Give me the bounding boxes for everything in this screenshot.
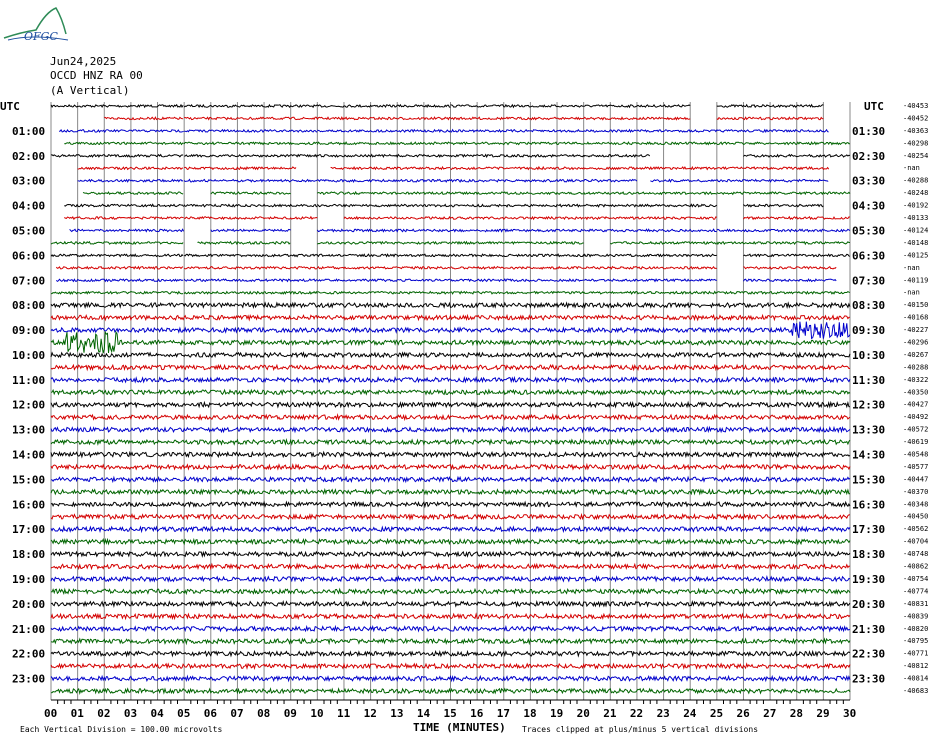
trace-offset-36: -40748 — [903, 550, 929, 559]
trace-12 — [184, 254, 317, 256]
trace-offset-30: -40447 — [903, 475, 929, 484]
trace-5 — [717, 167, 829, 169]
left-hour-07:00: 07:00 — [12, 274, 46, 288]
station-label: OCCD HNZ RA 00 — [50, 69, 143, 82]
trace-9 — [584, 217, 717, 219]
left-hour-23:00: 23:00 — [12, 672, 46, 686]
trace-offset-32: -40348 — [903, 500, 929, 509]
trace-7 — [584, 192, 717, 194]
trace-offset-1: -40452 — [903, 114, 929, 123]
trace-11 — [198, 242, 291, 244]
trace-offset-19: -40296 — [903, 338, 929, 347]
x-tick-20: 20 — [576, 707, 590, 720]
trace-4 — [317, 155, 450, 157]
trace-offset-9: -40133 — [903, 214, 929, 223]
trace-10 — [717, 229, 850, 231]
trace-9 — [451, 217, 584, 219]
right-hour-20:30: 20:30 — [852, 597, 886, 611]
trace-4 — [584, 155, 650, 157]
x-tick-18: 18 — [523, 707, 537, 720]
left-hour-22:00: 22:00 — [12, 647, 46, 661]
trace-0 — [451, 105, 584, 107]
trace-0 — [184, 105, 317, 107]
trace-14 — [584, 279, 717, 281]
trace-10 — [451, 229, 584, 231]
left-hour-19:00: 19:00 — [12, 572, 46, 586]
trace-8 — [317, 204, 450, 206]
right-hour-10:30: 10:30 — [852, 348, 886, 362]
x-tick-01: 01 — [70, 707, 84, 720]
x-tick-26: 26 — [736, 707, 750, 720]
trace-offset-12: -40125 — [903, 251, 929, 260]
x-tick-10: 10 — [310, 707, 324, 720]
right-hour-12:30: 12:30 — [852, 398, 886, 412]
right-hour-03:30: 03:30 — [852, 174, 886, 188]
trace-13 — [56, 267, 183, 269]
left-hour-13:00: 13:00 — [12, 423, 46, 437]
trace-offset-22: -40322 — [903, 375, 929, 384]
right-hour-19:30: 19:30 — [852, 572, 886, 586]
trace-offset-2: -40363 — [903, 126, 929, 135]
trace-7 — [211, 192, 291, 194]
trace-3 — [717, 142, 850, 144]
trace-offset-13: -nan — [903, 263, 920, 272]
trace-15 — [184, 292, 317, 294]
right-hour-09:30: 09:30 — [852, 324, 886, 338]
right-hour-02:30: 02:30 — [852, 149, 886, 163]
trace-6 — [650, 180, 828, 182]
trace-7 — [83, 192, 183, 194]
trace-3 — [184, 142, 317, 144]
trace-5 — [184, 167, 296, 169]
trace-offset-5: -nan — [903, 164, 920, 173]
trace-10 — [317, 229, 450, 231]
left-hour-11:00: 11:00 — [12, 373, 46, 387]
trace-offset-18: -40227 — [903, 326, 929, 335]
trace-offset-10: -40124 — [903, 226, 929, 235]
x-tick-07: 07 — [230, 707, 244, 720]
left-utc-label: UTC — [0, 100, 20, 113]
trace-14 — [184, 279, 317, 281]
trace-12 — [584, 254, 717, 256]
right-hour-13:30: 13:30 — [852, 423, 886, 437]
trace-offset-41: -40839 — [903, 612, 929, 621]
trace-15 — [317, 292, 450, 294]
x-tick-30: 30 — [843, 707, 857, 720]
trace-10 — [584, 229, 717, 231]
trace-2 — [584, 130, 717, 132]
trace-offset-17: -40168 — [903, 313, 929, 322]
trace-0 — [317, 105, 450, 107]
trace-offset-39: -40774 — [903, 587, 929, 596]
trace-offset-6: -40288 — [903, 176, 929, 185]
trace-offset-labels — [903, 102, 928, 695]
right-hour-08:30: 08:30 — [852, 299, 886, 313]
trace-13 — [744, 267, 837, 269]
trace-offset-28: -40548 — [903, 450, 929, 459]
trace-14 — [451, 279, 584, 281]
x-tick-08: 08 — [257, 707, 271, 720]
x-tick-00: 00 — [44, 707, 58, 720]
trace-9 — [184, 217, 317, 219]
x-tick-12: 12 — [363, 707, 377, 720]
trace-2 — [451, 130, 584, 132]
trace-5 — [331, 167, 450, 169]
right-hour-15:30: 15:30 — [852, 473, 886, 487]
trace-6 — [451, 180, 584, 182]
trace-offset-24: -40427 — [903, 400, 929, 409]
x-tick-21: 21 — [603, 707, 617, 720]
trace-9 — [64, 217, 183, 219]
trace-3 — [451, 142, 584, 144]
trace-7 — [451, 192, 584, 194]
date-label: Jun24,2025 — [50, 55, 117, 68]
x-tick-03: 03 — [123, 707, 138, 720]
trace-15 — [717, 292, 850, 294]
right-hour-labels — [852, 125, 885, 686]
trace-offset-37: -40862 — [903, 562, 929, 571]
trace-5 — [78, 167, 184, 169]
x-tick-labels — [44, 707, 856, 720]
trace-7 — [717, 192, 850, 194]
trace-15 — [584, 292, 717, 294]
trace-offset-27: -40619 — [903, 438, 929, 447]
x-tick-06: 06 — [203, 707, 218, 720]
x-tick-25: 25 — [709, 707, 724, 720]
x-tick-19: 19 — [550, 707, 564, 720]
trace-offset-26: -40572 — [903, 425, 929, 434]
right-hour-16:30: 16:30 — [852, 498, 886, 512]
trace-offset-43: -40795 — [903, 637, 929, 646]
left-hour-08:00: 08:00 — [12, 299, 46, 313]
x-axis-title: TIME (MINUTES) — [413, 721, 506, 734]
trace-4 — [184, 155, 317, 157]
trace-offset-29: -40577 — [903, 462, 929, 471]
trace-13 — [184, 267, 317, 269]
trace-offset-35: -40704 — [903, 537, 929, 546]
trace-offset-14: -40119 — [903, 276, 929, 285]
right-hour-17:30: 17:30 — [852, 523, 886, 537]
right-hour-04:30: 04:30 — [852, 199, 886, 213]
x-tick-24: 24 — [683, 707, 697, 720]
trace-offset-0: -40453 — [903, 102, 929, 110]
vertical-division-note: Each Vertical Division = 100.00 microvolts — [20, 725, 223, 734]
trace-4 — [51, 155, 183, 157]
left-hour-10:00: 10:00 — [12, 348, 46, 362]
trace-offset-34: -40562 — [903, 525, 929, 534]
trace-6 — [184, 180, 317, 182]
trace-0 — [51, 105, 183, 107]
left-hour-16:00: 16:00 — [12, 498, 46, 512]
x-tick-13: 13 — [390, 707, 404, 720]
trace-11 — [717, 242, 850, 244]
trace-offset-46: -40814 — [903, 674, 929, 683]
trace-offset-11: -40148 — [903, 238, 929, 247]
left-hour-18:00: 18:00 — [12, 548, 46, 562]
right-hour-06:30: 06:30 — [852, 249, 886, 263]
trace-12 — [51, 254, 183, 256]
left-hour-02:00: 02:00 — [12, 149, 46, 163]
x-tick-04: 04 — [150, 707, 164, 720]
left-hour-17:00: 17:00 — [12, 523, 46, 537]
trace-2 — [184, 130, 317, 132]
clip-note: Traces clipped at plus/minus 5 vertical divisions — [522, 725, 759, 734]
trace-10 — [211, 229, 291, 231]
trace-5 — [451, 167, 584, 169]
trace-1 — [184, 117, 317, 119]
left-hour-labels — [12, 125, 45, 686]
right-hour-18:30: 18:30 — [852, 548, 886, 562]
trace-offset-8: -40192 — [903, 201, 929, 210]
right-hour-05:30: 05:30 — [852, 224, 886, 238]
left-hour-03:00: 03:00 — [12, 174, 46, 188]
x-tick-09: 09 — [283, 707, 297, 720]
x-tick-02: 02 — [97, 707, 111, 720]
left-hour-20:00: 20:00 — [12, 597, 46, 611]
x-tick-28: 28 — [789, 707, 803, 720]
trace-5 — [584, 167, 717, 169]
trace-13 — [317, 267, 450, 269]
x-tick-11: 11 — [336, 707, 351, 720]
right-hour-11:30: 11:30 — [852, 373, 886, 387]
trace-offset-47: -40683 — [903, 687, 929, 695]
trace-13 — [451, 267, 584, 269]
trace-11 — [317, 242, 450, 244]
trace-3 — [64, 142, 183, 144]
trace-offset-21: -40288 — [903, 363, 929, 372]
logo-text: OFGC — [24, 30, 58, 43]
right-hour-01:30: 01:30 — [852, 124, 886, 138]
trace-14 — [56, 279, 183, 281]
trace-12 — [317, 254, 450, 256]
trace-3 — [584, 142, 717, 144]
right-hour-22:30: 22:30 — [852, 647, 886, 661]
right-hour-07:30: 07:30 — [852, 274, 886, 288]
x-tick-14: 14 — [416, 707, 431, 720]
trace-10 — [70, 229, 184, 231]
trace-8 — [64, 204, 183, 206]
trace-offset-33: -40450 — [903, 512, 929, 521]
trace-offset-38: -40754 — [903, 574, 929, 583]
right-utc-label: UTC — [864, 100, 884, 113]
trace-offset-42: -40820 — [903, 624, 929, 633]
trace-2 — [717, 130, 829, 132]
trace-8 — [584, 204, 717, 206]
right-hour-23:30: 23:30 — [852, 672, 886, 686]
trace-11 — [451, 242, 584, 244]
trace-8 — [451, 204, 584, 206]
x-tick-16: 16 — [470, 707, 484, 720]
x-tick-23: 23 — [656, 707, 670, 720]
x-tick-29: 29 — [816, 707, 830, 720]
trace-3 — [317, 142, 450, 144]
trace-offset-25: -40492 — [903, 413, 929, 422]
trace-1 — [104, 117, 183, 119]
trace-8 — [184, 204, 317, 206]
left-hour-04:00: 04:00 — [12, 199, 46, 213]
trace-7 — [317, 192, 450, 194]
trace-offset-4: -40254 — [903, 151, 929, 160]
trace-12 — [451, 254, 584, 256]
trace-6 — [317, 180, 450, 182]
trace-offset-31: -40370 — [903, 487, 929, 496]
x-tick-27: 27 — [763, 707, 777, 720]
left-hour-15:00: 15:00 — [12, 473, 46, 487]
x-tick-15: 15 — [443, 707, 457, 720]
trace-offset-44: -40771 — [903, 649, 929, 658]
trace-15 — [451, 292, 584, 294]
trace-offset-40: -40831 — [903, 599, 929, 608]
left-hour-01:00: 01:00 — [12, 124, 46, 138]
left-hour-14:00: 14:00 — [12, 448, 46, 462]
trace-offset-20: -40267 — [903, 350, 929, 359]
trace-offset-15: -nan — [903, 288, 920, 297]
x-tick-05: 05 — [177, 707, 191, 720]
trace-11 — [51, 242, 183, 244]
trace-14 — [744, 279, 837, 281]
trace-8 — [744, 204, 824, 206]
trace-6 — [78, 180, 184, 182]
trace-13 — [584, 267, 717, 269]
left-hour-06:00: 06:00 — [12, 249, 46, 263]
left-hour-12:00: 12:00 — [12, 398, 46, 412]
right-hour-14:30: 14:30 — [852, 448, 886, 462]
trace-14 — [317, 279, 450, 281]
trace-offset-23: -40350 — [903, 388, 929, 397]
trace-offset-16: -40150 — [903, 301, 929, 310]
component-label: (A Vertical) — [50, 84, 130, 97]
trace-2 — [317, 130, 450, 132]
x-tick-22: 22 — [629, 707, 644, 720]
left-hour-21:00: 21:00 — [12, 622, 46, 636]
trace-4 — [451, 155, 584, 157]
trace-offset-7: -40248 — [903, 189, 929, 198]
trace-offset-45: -40812 — [903, 662, 929, 671]
left-hour-09:00: 09:00 — [12, 324, 46, 338]
trace-offset-3: -40298 — [903, 139, 929, 148]
x-tick-17: 17 — [496, 707, 511, 720]
trace-15 — [51, 292, 183, 294]
right-hour-21:30: 21:30 — [852, 622, 886, 636]
left-hour-05:00: 05:00 — [12, 224, 46, 238]
